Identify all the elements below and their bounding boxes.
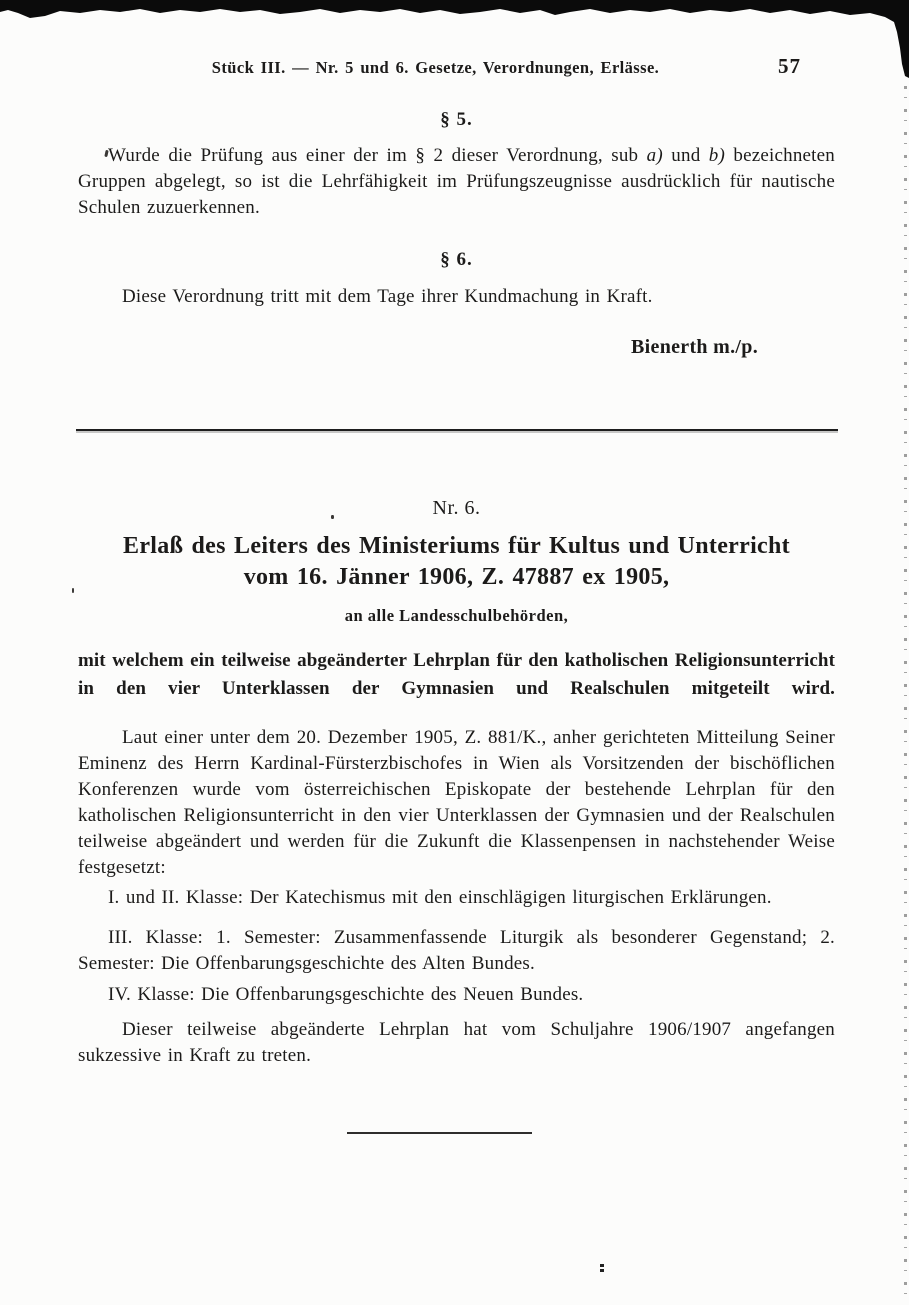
section-5-text-pre: Wurde die Prüfung aus einer der im § 2 dieser Verordnung, sub <box>108 145 647 166</box>
decree-paragraph-main: Laut einer unter dem 20. Dezember 1905, Z. 881/K., anher gerichteten Mitteilung Seiner Eminenz des Herrn Kardinal-Fürsterzbischofes in Wien als Vorsitzenden der bischöflichen Konferenzen wurde vom österreichischen Episkopate der bestehende Lehrplan für den katholischen Religionsunterricht in den vier Unterklassen der Gymnasien und der Realschulen teilweise abgeändert und werden für die Zukunft die Klassenpensen in nachstehender Weise festgesetzt: <box>78 727 835 878</box>
running-header-title: Stück III. — Nr. 5 und 6. Gesetze, Verordnungen, Erlässe. <box>211 58 660 77</box>
decree-number-heading: Nr. 6. <box>432 497 481 519</box>
section-5-text-mid: und <box>662 145 709 166</box>
section-6-heading: § 6. <box>440 249 473 270</box>
decree-subject: mit welchem ein teilweise abgeänderter Lehrplan für den katholischen Religionsunterricht in den vier Unterklassen der Gymnasien und Realschulen mitgeteilt wird. <box>78 650 835 699</box>
decree-paragraph-klasse-3: III. Klasse: 1. Semester: Zusammenfassende Liturgik als besonderer Gegenstand; 2. Semester: Die Offenbarungsgeschichte des Alten Bundes. <box>78 927 835 974</box>
decree-addressee: an alle Landesschulbehörden, <box>344 606 569 625</box>
section-5-heading: § 5. <box>440 109 473 130</box>
decree-paragraph-final: Dieser teilweise abgeänderte Lehrplan hat vom Schuljahre 1906/1907 angefangen sukzessive in Kraft zu treten. <box>78 1019 835 1066</box>
signature: Bienerth m./p. <box>631 336 758 358</box>
ink-speck <box>600 1264 604 1273</box>
decree-title-line2: vom 16. Jänner 1906, Z. 47887 ex 1905, <box>243 564 670 590</box>
scan-edge-right <box>904 86 907 1301</box>
section-5-text-post: bezeichneten Gruppen abgelegt, so ist die Lehrfähigkeit im Prüfungszeugnisse ausdrücklich für nautische Schulen zuzuerkennen. <box>78 145 835 218</box>
end-divider-rule <box>347 1132 532 1134</box>
section-6-paragraph: Diese Verordnung tritt mit dem Tage ihrer Kundmachung in Kraft. <box>122 286 653 307</box>
decree-paragraph-klasse-1-2: I. und II. Klasse: Der Katechismus mit den einschlägigen liturgischen Erklärungen. <box>108 887 772 908</box>
section-5-paragraph <box>78 143 835 221</box>
decree-paragraph-klasse-4: IV. Klasse: Die Offenbarungsgeschichte des Neuen Bundes. <box>108 984 584 1005</box>
ink-speck <box>331 515 334 519</box>
section-5-italic-b: b) <box>708 145 726 166</box>
decree-title-line1: Erlaß des Leiters des Ministeriums für Kultus und Unterricht <box>123 533 790 559</box>
running-header <box>113 58 758 78</box>
page-number: 57 <box>778 54 801 78</box>
section-divider-rule <box>76 429 838 431</box>
section-5-italic-a: a) <box>646 145 663 166</box>
ink-speck <box>72 588 74 593</box>
